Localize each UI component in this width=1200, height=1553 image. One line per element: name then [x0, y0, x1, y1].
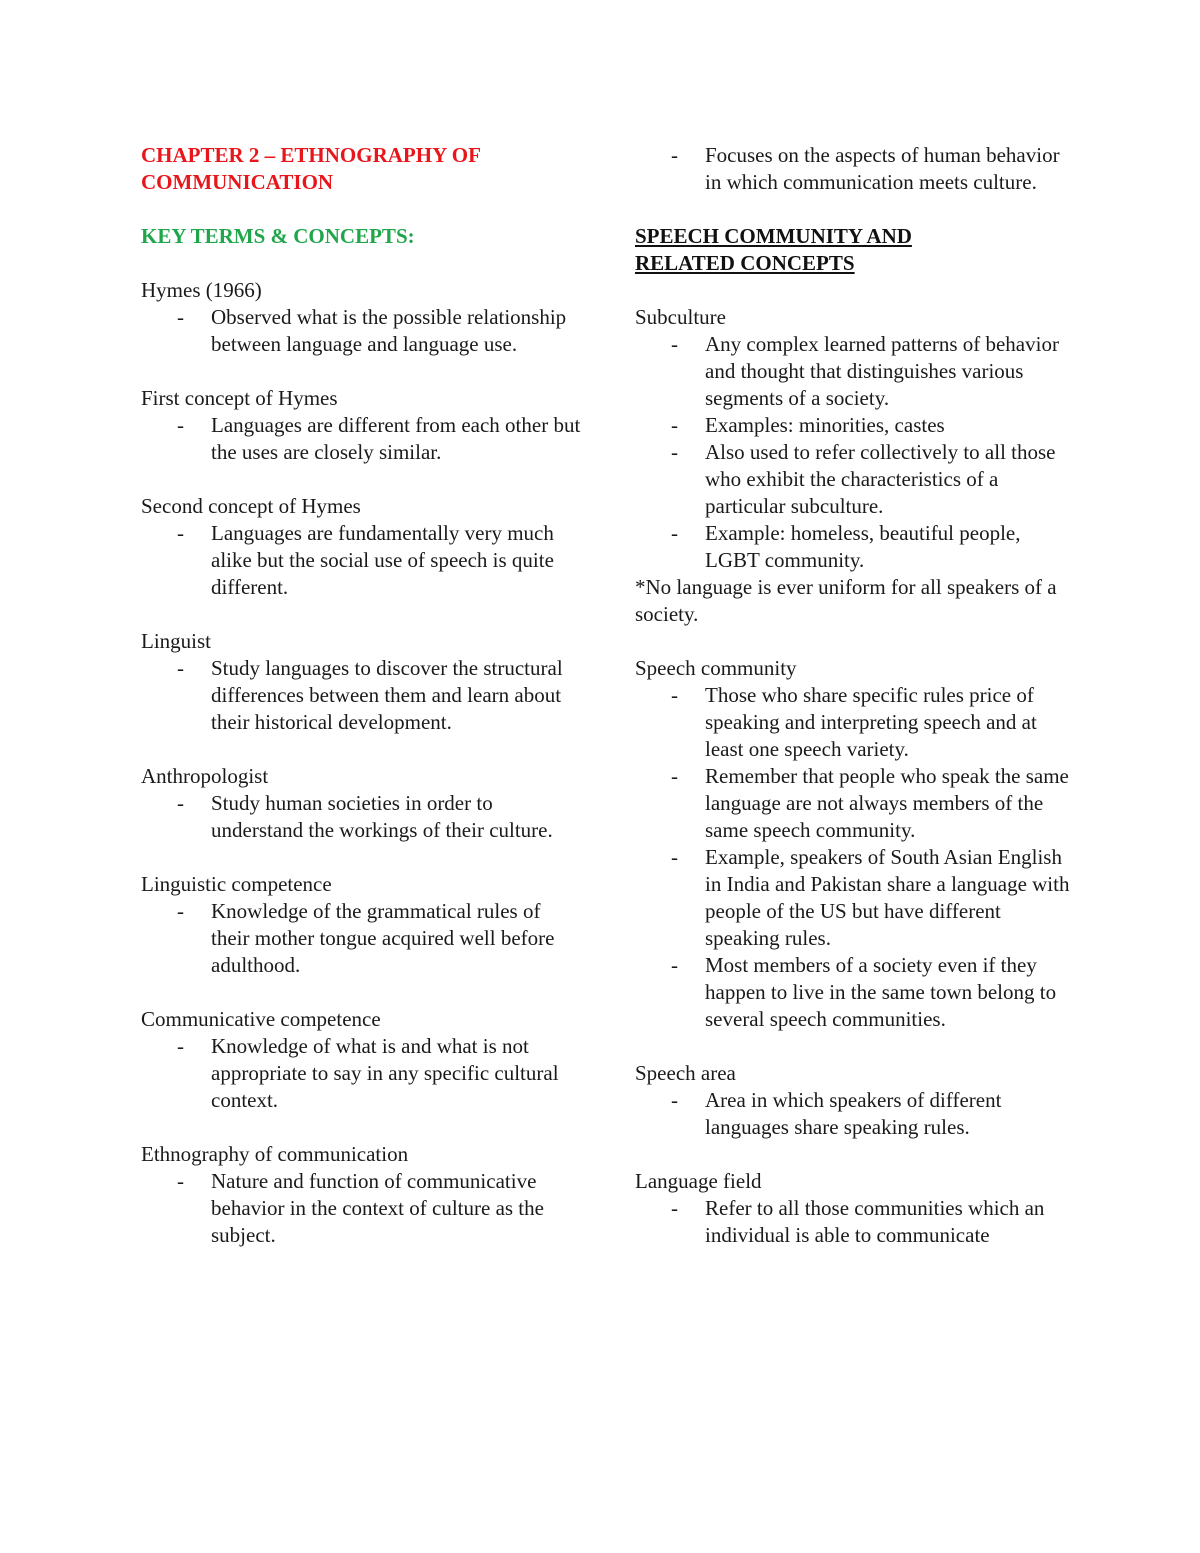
chapter-title-line1: CHAPTER 2 – ETHNOGRAPHY OF	[141, 143, 481, 167]
bullet-item	[141, 898, 581, 979]
bullet-text: Observed what is the possible relationship between language and language use.	[211, 305, 567, 356]
term-block	[141, 1141, 581, 1249]
bullet-text: Knowledge of the grammatical rules of their mother tongue acquired well before adulthood.	[211, 899, 555, 977]
bullet-item	[635, 763, 1075, 844]
bullet-text: Refer to all those communities which an individual is able to communicate	[705, 1196, 1045, 1247]
bullet-text: Most members of a society even if they happen to live in the same town belong to several speech communities.	[705, 953, 1057, 1031]
bullet-item	[141, 520, 581, 601]
term-label: Speech community	[635, 656, 797, 680]
term-label: Subculture	[635, 305, 726, 329]
key-terms-heading: KEY TERMS & CONCEPTS:	[141, 224, 415, 248]
dash-marker: -	[671, 332, 678, 356]
bullet-item	[635, 142, 1075, 196]
bullet-text: Those who share specific rules price of speaking and interpreting speech and at least one speech variety.	[705, 683, 1037, 761]
bullet-item	[141, 1168, 581, 1249]
section-heading	[635, 223, 1075, 277]
term-block	[635, 1060, 1075, 1141]
bullet-item	[635, 1087, 1075, 1141]
left-column	[141, 142, 581, 1249]
dash-marker: -	[671, 440, 678, 464]
term-block	[141, 1006, 581, 1114]
dash-marker: -	[177, 791, 184, 815]
dash-marker: -	[671, 953, 678, 977]
term-block	[141, 385, 581, 466]
note-text: *No language is ever uniform for all speakers of a society.	[635, 575, 1057, 626]
bullet-text: Knowledge of what is and what is not appropriate to say in any specific cultural context.	[211, 1034, 559, 1112]
term-block	[141, 493, 581, 601]
bullet-item	[141, 412, 581, 466]
bullet-list	[141, 898, 581, 979]
dash-marker: -	[177, 305, 184, 329]
dash-marker: -	[671, 845, 678, 869]
bullet-list	[635, 1195, 1075, 1249]
bullet-list	[141, 304, 581, 358]
term-block	[635, 304, 1075, 574]
dash-marker: -	[177, 1169, 184, 1193]
term-block	[141, 277, 581, 358]
bullet-list	[635, 1087, 1075, 1141]
term-block	[635, 1168, 1075, 1249]
bullet-item	[141, 790, 581, 844]
term-label: Linguistic competence	[141, 872, 332, 896]
bullet-text: Study languages to discover the structural differences between them and learn about their historical development.	[211, 656, 563, 734]
chapter-title	[141, 142, 581, 196]
term-block	[635, 655, 1075, 1033]
bullet-text: Languages are different from each other but the uses are closely similar.	[211, 413, 581, 464]
chapter-title-line2: COMMUNICATION	[141, 170, 334, 194]
bullet-list	[141, 1168, 581, 1249]
bullet-list	[141, 655, 581, 736]
bullet-item	[635, 520, 1075, 574]
dash-marker: -	[671, 413, 678, 437]
section-heading-line2: RELATED CONCEPTS	[635, 251, 855, 275]
bullet-list	[635, 331, 1075, 574]
term-block	[141, 763, 581, 844]
right-column	[635, 142, 1075, 1249]
dash-marker: -	[671, 143, 678, 167]
term-label: Anthropologist	[141, 764, 269, 788]
dash-marker: -	[177, 656, 184, 680]
dash-marker: -	[177, 413, 184, 437]
dash-marker: -	[671, 683, 678, 707]
bullet-list	[141, 520, 581, 601]
bullet-item	[635, 844, 1075, 952]
term-label: First concept of Hymes	[141, 386, 338, 410]
term-block	[141, 628, 581, 736]
term-label: Language field	[635, 1169, 762, 1193]
dash-marker: -	[671, 1088, 678, 1112]
bullet-item	[635, 682, 1075, 763]
bullet-list	[141, 1033, 581, 1114]
bullet-text: Nature and function of communicative behavior in the context of culture as the subject.	[211, 1169, 544, 1247]
term-label: Speech area	[635, 1061, 736, 1085]
term-label: Communicative competence	[141, 1007, 381, 1031]
bullet-item	[141, 655, 581, 736]
term-label: Hymes (1966)	[141, 278, 262, 302]
bullet-text: Example: homeless, beautiful people, LGBT community.	[705, 521, 1021, 572]
term-label: Second concept of Hymes	[141, 494, 361, 518]
dash-marker: -	[177, 521, 184, 545]
bullet-text: Focuses on the aspects of human behavior in which communication meets culture.	[705, 143, 1060, 194]
term-label: Linguist	[141, 629, 212, 653]
continued-bullet-list	[635, 142, 1075, 196]
bullet-text: Examples: minorities, castes	[705, 413, 945, 437]
bullet-item	[635, 952, 1075, 1033]
term-block	[141, 871, 581, 979]
bullet-text: Example, speakers of South Asian English in India and Pakistan share a language with people of the US but have different speaking rules.	[705, 845, 1070, 950]
bullet-text: Study human societies in order to understand the workings of their culture.	[211, 791, 553, 842]
section-heading-line1: SPEECH COMMUNITY AND	[635, 224, 912, 248]
bullet-list	[141, 412, 581, 466]
dash-marker: -	[671, 764, 678, 788]
bullet-text: Any complex learned patterns of behavior and thought that distinguishes various segments of a society.	[705, 332, 1059, 410]
bullet-item	[635, 1195, 1075, 1249]
dash-marker: -	[177, 899, 184, 923]
bullet-item	[141, 304, 581, 358]
bullet-list	[635, 682, 1075, 1033]
bullet-text: Also used to refer collectively to all those who exhibit the characteristics of a particular subculture.	[705, 440, 1056, 518]
bullet-list	[141, 790, 581, 844]
dash-marker: -	[671, 521, 678, 545]
term-label: Ethnography of communication	[141, 1142, 409, 1166]
dash-marker: -	[177, 1034, 184, 1058]
bullet-item	[635, 412, 1075, 439]
bullet-text: Languages are fundamentally very much alike but the social use of speech is quite different.	[211, 521, 554, 599]
dash-marker: -	[671, 1196, 678, 1220]
bullet-text: Remember that people who speak the same language are not always members of the same speech community.	[705, 764, 1069, 842]
bullet-text: Area in which speakers of different languages share speaking rules.	[705, 1088, 1002, 1139]
bullet-item	[635, 331, 1075, 412]
bullet-item	[141, 1033, 581, 1114]
bullet-item	[635, 439, 1075, 520]
